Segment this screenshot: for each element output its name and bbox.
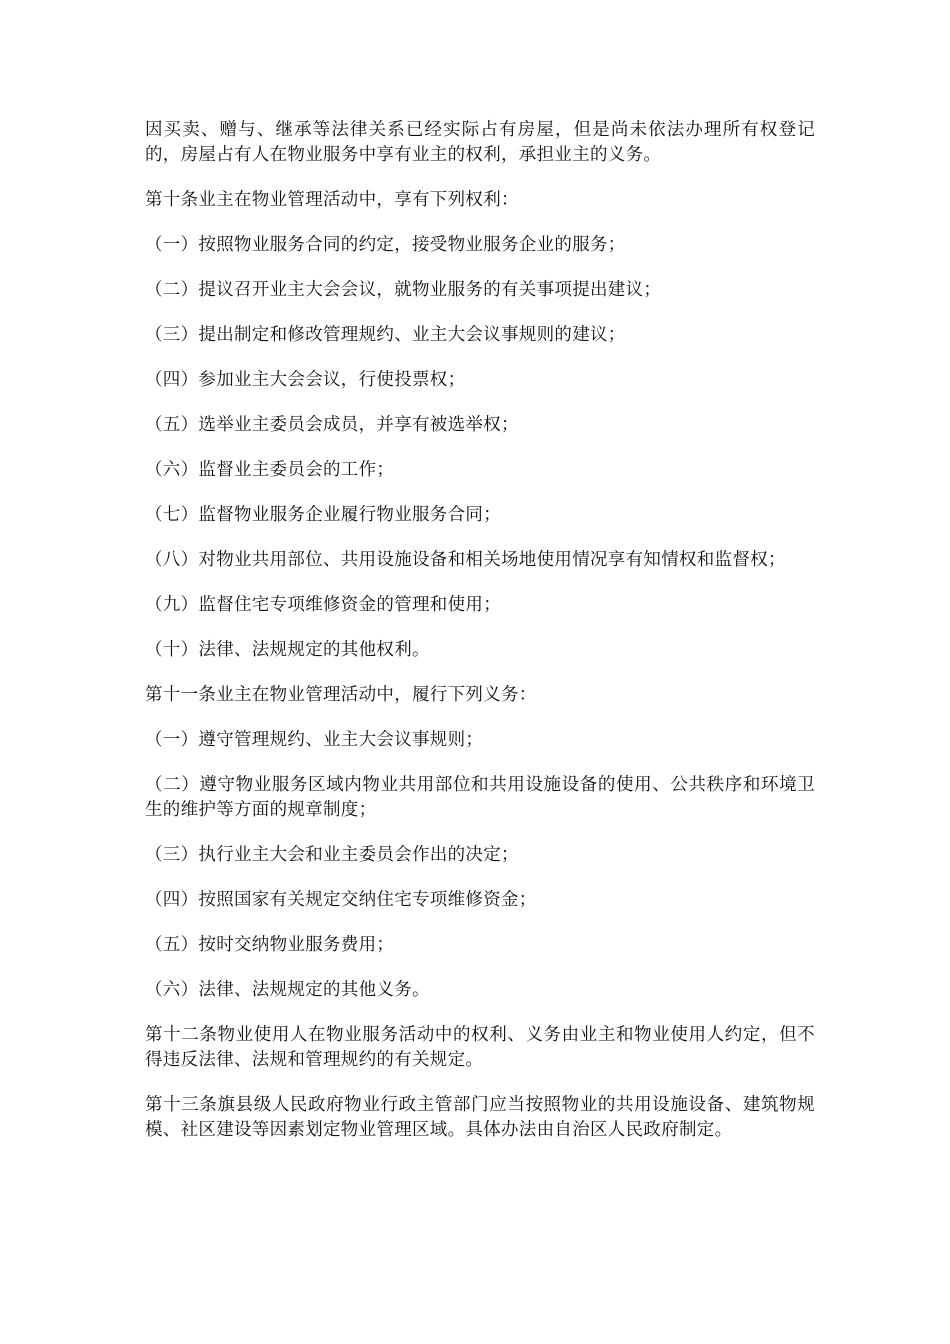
article-10-item-6: （六）监督业主委员会的工作； [145, 460, 395, 480]
article-11-item-6: （六）法律、法规规定的其他义务。 [145, 980, 430, 1000]
article-10-item-1: （一）按照物业服务合同的约定，接受物业服务企业的服务； [145, 235, 626, 255]
article-10-item-5: （五）选举业主委员会成员，并享有被选举权； [145, 415, 519, 435]
article-10-item-9: （九）监督住宅专项维修资金的管理和使用； [145, 595, 501, 615]
article-11-heading: 第十一条业主在物业管理活动中，履行下列义务： [145, 685, 537, 705]
article-10-item-4: （四）参加业主大会会议，行使投票权； [145, 370, 466, 390]
article-10-item-7: （七）监督物业服务企业履行物业服务合同； [145, 505, 501, 525]
article-12-paragraph: 第十二条物业使用人在物业服务活动中的权利、义务由业主和物业使用人约定，但不得违反法律、法规和管理规约的有关规定。 [145, 1025, 815, 1070]
article-10-item-8: （八）对物业共用部位、共用设施设备和相关场地使用情况享有知情权和监督权； [145, 550, 786, 570]
article-11-item-2: （二）遵守物业服务区域内物业共用部位和共用设施设备的使用、公共秩序和环境卫生的维护等方面的规章制度； [145, 775, 815, 820]
document-body [145, 118, 815, 1163]
article-10-heading: 第十条业主在物业管理活动中，享有下列权利： [145, 190, 519, 210]
article-11-item-5: （五）按时交纳物业服务费用； [145, 935, 395, 955]
article-10-item-3: （三）提出制定和修改管理规约、业主大会议事规则的建议； [145, 325, 626, 345]
paragraph-ownership-note: 因买卖、赠与、继承等法律关系已经实际占有房屋，但是尚未依法办理所有权登记的，房屋占有人在物业服务中享有业主的权利，承担业主的义务。 [145, 120, 815, 165]
article-10-item-2: （二）提议召开业主大会会议，就物业服务的有关事项提出建议； [145, 280, 662, 300]
article-11-item-1: （一）遵守管理规约、业主大会议事规则； [145, 730, 484, 750]
article-10-item-10: （十）法律、法规规定的其他权利。 [145, 640, 430, 660]
article-11-item-4: （四）按照国家有关规定交纳住宅专项维修资金； [145, 890, 537, 910]
article-13-paragraph: 第十三条旗县级人民政府物业行政主管部门应当按照物业的共用设施设备、建筑物规模、社区建设等因素划定物业管理区域。具体办法由自治区人民政府制定。 [145, 1095, 815, 1140]
article-11-item-3: （三）执行业主大会和业主委员会作出的决定； [145, 845, 519, 865]
